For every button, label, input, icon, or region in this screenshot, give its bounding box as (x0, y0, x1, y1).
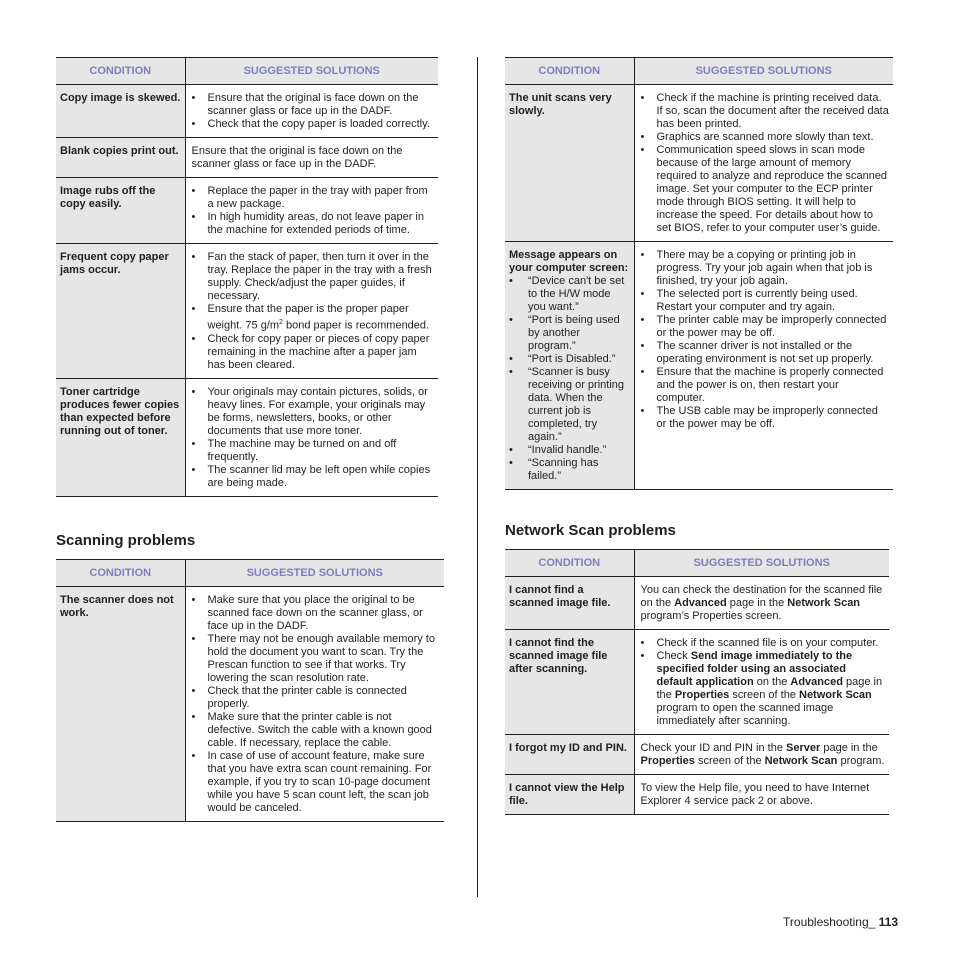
solution-cell (634, 630, 889, 735)
bold-text: Network Scan (764, 755, 838, 767)
message-bullet: • “Device can't be set to the H/W mode you want.” (509, 275, 630, 314)
solutions-header: SUGGESTED SOLUTIONS (185, 560, 444, 587)
condition-header: CONDITION (56, 58, 185, 85)
bold-text: Server (786, 742, 821, 754)
solution-bullet (192, 303, 435, 333)
condition-header: CONDITION (505, 58, 634, 85)
table-row (56, 138, 438, 178)
bold-text: Properties (674, 689, 730, 701)
weight-text: bond paper is recommended. (282, 319, 430, 332)
table-row (505, 85, 893, 242)
scanning-problems-heading: Scanning problems (56, 532, 196, 549)
text: Check your ID and PIN in the (640, 742, 787, 754)
table-header (505, 58, 893, 85)
text: page in the (656, 676, 883, 701)
solution-bullet: • Communication speed slows in scan mode because of the large amount of memory required to analyze and reproduce the scanned image. Set your computer to the ECP printer mode through BIOS setting. It will help to increase the speed. For details about how to set BIOS, refer to your computer user’s guide. (641, 144, 890, 235)
solution-bullet: • Your originals may contain pictures, solids, or heavy lines. For example, your originals may be forms, newsletters, books, or other documents that use more toner. (192, 386, 435, 438)
solution-cell (634, 735, 889, 775)
condition-cell: The scanner does not work. (56, 587, 185, 822)
solution-cell (185, 178, 438, 244)
condition-header: CONDITION (56, 560, 185, 587)
solution-bullet: • Make sure that the printer cable is not defective. Switch the cable with a known good cable. If necessary, replace the cable. (192, 711, 441, 750)
condition-cell (505, 242, 634, 490)
table-row (505, 242, 893, 490)
condition-cell: I cannot find a scanned image file. (505, 577, 634, 630)
solutions-header: SUGGESTED SOLUTIONS (634, 58, 893, 85)
bold-text: Network Scan (787, 597, 861, 609)
text: program’s Properties screen. (640, 610, 782, 622)
solution-bullet: • Check if the scanned file is on your computer. (641, 637, 886, 650)
solution-bullet: • Ensure that the original is face down on the scanner glass or face up in the DADF. (192, 92, 435, 118)
condition-cell: Toner cartridge produces fewer copies than expected before running out of toner. (56, 378, 185, 496)
solution-bullet: • The printer cable may be improperly connected or the power may be off. (641, 314, 890, 340)
table-row (56, 178, 438, 244)
condition-cell: I cannot find the scanned image file after scanning. (505, 630, 634, 735)
table-row (56, 587, 444, 822)
text: screen of the (694, 755, 765, 767)
solution-bullet: • Ensure that the machine is properly connected and the power is on, then restart your computer. (641, 366, 890, 405)
solution-bullet: • Check that the copy paper is loaded correctly. (192, 118, 435, 131)
message-bullet: • “Invalid handle.” (509, 444, 630, 457)
network-scan-problems-table (505, 549, 889, 815)
solution-cell (634, 577, 889, 630)
table-row (56, 244, 438, 379)
solution-cell (185, 85, 438, 138)
condition-header: CONDITION (505, 550, 634, 577)
solution-cell (185, 244, 438, 379)
solution-cell (185, 378, 438, 496)
condition-cell: Blank copies print out. (56, 138, 185, 178)
solution-bullet: • Check if the machine is printing received data. If so, scan the document after the received data has been printed. (641, 92, 890, 131)
solution-bullet: • Fan the stack of paper, then turn it over in the tray. Replace the paper in the tray with a fresh supply. Check/adjust the paper guides, if necessary. (192, 251, 435, 303)
solution-bullet: • Replace the paper in the tray with paper from a new package. (192, 185, 435, 211)
solution-bullet: • There may not be enough available memory to hold the document you want to scan. Try the Prescan function to see if that works. Try lowering the scan resolution rate. (192, 633, 441, 685)
solutions-header: SUGGESTED SOLUTIONS (185, 58, 438, 85)
solution-cell: Ensure that the original is face down on the scanner glass or face up in the DADF. (185, 138, 438, 178)
solution-bullet: • Check for copy paper or pieces of copy paper remaining in the machine after a paper jam has been cleared. (192, 333, 435, 372)
condition-cell: I cannot view the Help file. (505, 775, 634, 815)
condition-cell: Image rubs off the copy easily. (56, 178, 185, 244)
solution-bullet: • The machine may be turned on and off frequently. (192, 438, 435, 464)
table-row (56, 378, 438, 496)
text: on the (753, 676, 791, 688)
condition-cell: I forgot my ID and PIN. (505, 735, 634, 775)
solution-bullet: • In high humidity areas, do not leave paper in the machine for extended periods of time. (192, 211, 435, 237)
message-bullet: • “Scanning has failed.” (509, 457, 630, 483)
copy-problems-table (56, 57, 438, 497)
table-row (505, 630, 889, 735)
table-header (505, 550, 889, 577)
solution-bullet: • In case of use of account feature, make sure that you have extra scan count remaining. For example, if you try to scan 10-page document while you have 5 scan count left, the scan job would be canceled. (192, 750, 441, 815)
bold-text: Send image immediately to the specified folder using an associated default application (656, 650, 853, 688)
solution-bullet: • The scanner lid may be left open while copies are being made. (192, 464, 435, 490)
table-header (56, 560, 444, 587)
solution-bullet: • The selected port is currently being used. Restart your computer and try again. (641, 288, 890, 314)
bold-text: Network Scan (799, 689, 872, 701)
text: screen of the (729, 689, 799, 701)
bold-text: Advanced (790, 676, 843, 688)
condition-cell: Frequent copy paper jams occur. (56, 244, 185, 379)
scanning-problems-table-continued (505, 57, 893, 490)
page-footer (783, 915, 898, 929)
condition-cell: The unit scans very slowly. (505, 85, 634, 242)
text: Check (656, 650, 691, 662)
text: page in the (726, 597, 788, 609)
text: page in the (820, 742, 878, 754)
condition-cell: Copy image is skewed. (56, 85, 185, 138)
table-row (505, 735, 889, 775)
text: You can check the destination for the scanned file on the (640, 584, 883, 609)
solution-cell (185, 587, 444, 822)
column-divider (477, 57, 478, 897)
message-bullet: • “Port is being used by another program.” (509, 314, 630, 353)
solution-bullet: • Check that the printer cable is connected properly. (192, 685, 441, 711)
text: program to open the scanned image immediately after scanning. (656, 702, 834, 727)
table-row (56, 85, 438, 138)
weight-text: Ensure that the paper is the proper paper weight. 75 g/m (207, 303, 409, 332)
network-scan-problems-heading: Network Scan problems (505, 522, 676, 539)
solution-bullet: • Make sure that you place the original to be scanned face down on the scanner glass, or face up in the DADF. (192, 594, 441, 633)
solution-bullet: • There may be a copying or printing job in progress. Try your job again when that job is finished, try your job again. (641, 249, 890, 288)
table-row (505, 577, 889, 630)
table-header (56, 58, 438, 85)
solution-cell (634, 85, 893, 242)
message-bullet: • “Port is Disabled.” (509, 353, 630, 366)
page-number: 113 (878, 915, 898, 929)
solution-cell (634, 242, 893, 490)
footer-section: Troubleshooting_ (783, 915, 879, 929)
solution-cell: To view the Help file, you need to have Internet Explorer 4 service pack 2 or above. (634, 775, 889, 815)
bold-text: Advanced (674, 597, 727, 609)
bold-text: Properties (640, 755, 695, 767)
solution-bullet: • Graphics are scanned more slowly than text. (641, 131, 890, 144)
scanning-problems-table (56, 559, 444, 822)
message-bullet: • “Scanner is busy receiving or printing data. When the current job is completed, try again.” (509, 366, 630, 444)
superscript: 2 (279, 319, 283, 326)
solution-bullet: • The USB cable may be improperly connected or the power may be off. (641, 405, 890, 431)
table-row (505, 775, 889, 815)
solutions-header: SUGGESTED SOLUTIONS (634, 550, 889, 577)
condition-text: Message appears on your computer screen: (509, 249, 629, 274)
text: program. (837, 755, 885, 767)
solution-bullet (641, 650, 886, 728)
solution-bullet: • The scanner driver is not installed or the operating environment is not set up properly. (641, 340, 890, 366)
